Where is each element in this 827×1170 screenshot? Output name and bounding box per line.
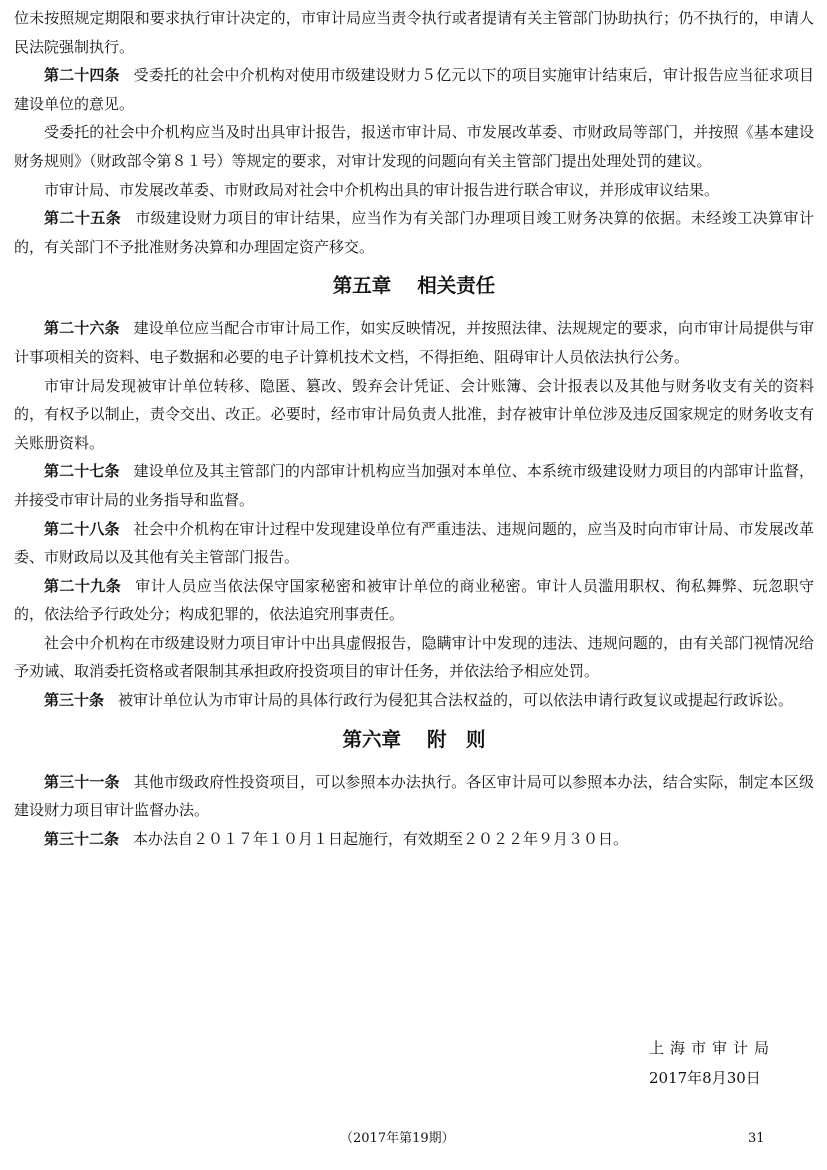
section-chapter5 — [14, 314, 814, 714]
paragraph — [14, 629, 814, 686]
paragraph-text: 市审计局、市发展改革委、市财政局对社会中介机构出具的审计报告进行联合审议，并形成审议结果。 — [44, 180, 720, 199]
paragraph-text: 被审计单位认为市审计局的具体行政行为侵犯其合法权益的，可以依法申请行政复议或提起行政诉讼。 — [118, 691, 794, 710]
chapter-number: 第六章 — [342, 727, 401, 751]
paragraph-text: 社会中介机构在审计过程中发现建设单位有严重违法、违规问题的，应当及时向市审计局、市发展改革委、市财政局以及其他有关主管部门报告。 — [14, 519, 814, 567]
paragraph-text: 建设单位及其主管部门的内部审计机构应当加强对本单位、本系统市级建设财力项目的内部审计监督，并接受市审计局的业务指导和监督。 — [14, 462, 814, 509]
chapter-number: 第五章 — [332, 274, 392, 298]
article-number: 第二十六条 — [44, 319, 120, 338]
paragraph-text: 本办法自２０１７年１０月１日起施行，有效期至２０２２年９月３０日。 — [133, 829, 629, 848]
issue-date: 2017年8月30日 — [648, 1069, 761, 1087]
paragraph — [14, 372, 814, 458]
chapter-title: 附 则 — [427, 727, 486, 751]
article-paragraph — [14, 204, 814, 261]
paragraph-text: 建设单位应当配合市审计局工作，如实反映情况，并按照法律、法规规定的要求，向市审计局提供与审计事项相关的资料、电子数据和必要的电子计算机技术文档，不得拒绝、阻碍审计人员依法执行公务。 — [14, 319, 814, 366]
chapter-heading-5 — [14, 271, 814, 301]
article-paragraph — [14, 825, 814, 854]
signature-block — [649, 1033, 775, 1093]
paragraph-text: 受委托的社会中介机构对使用市级建设财力５亿元以下的项目实施审计结束后，审计报告应当征求项目建设单位的意见。 — [14, 66, 814, 113]
section-chapter6 — [14, 768, 814, 854]
paragraph-text: 社会中介机构在市级建设财力项目审计中出具虚假报告，隐瞒审计中发现的违法、违规问题的，由有关部门视情况给予劝诫、取消委托资格或者限制其承担政府投资项目的审计任务，并依法给予相应处罚。 — [14, 633, 814, 681]
paragraph-text: 市级建设财力项目的审计结果，应当作为有关部门办理项目竣工财务决算的依据。未经竣工决算审计的，有关部门不予批准财务决算和办理固定资产移交。 — [14, 209, 814, 256]
article-number: 第二十八条 — [44, 519, 120, 538]
issuing-authority: 上海市审计局 — [648, 1039, 775, 1057]
paragraph — [14, 4, 814, 61]
article-paragraph — [14, 61, 814, 118]
article-paragraph — [14, 457, 814, 514]
article-paragraph — [14, 768, 814, 825]
paragraph-text: 其他市级政府性投资项目，可以参照本办法执行。各区审计局可以参照本办法，结合实际，制定本区级建设财力项目审计监督办法。 — [14, 772, 814, 820]
article-paragraph — [14, 515, 814, 572]
article-number: 第三十一条 — [44, 772, 120, 791]
article-paragraph — [14, 572, 814, 629]
paragraph-text: 位未按照规定期限和要求执行审计决定的，市审计局应当责令执行或者提请有关主管部门协助执行；仍不执行的，申请人民法院强制执行。 — [14, 9, 814, 56]
footer-issue-number: （2017年第19期） — [340, 1131, 455, 1146]
article-number: 第二十五条 — [44, 209, 122, 228]
paragraph-text: 审计人员应当依法保守国家秘密和被审计单位的商业秘密。审计人员滥用职权、徇私舞弊、玩忽职守的，依法给予行政处分；构成犯罪的，依法追究刑事责任。 — [14, 576, 814, 624]
article-paragraph — [14, 314, 814, 371]
paragraph — [14, 176, 814, 205]
article-number: 第二十四条 — [44, 66, 120, 85]
chapter-heading-6 — [14, 725, 814, 755]
paragraph-text: 市审计局发现被审计单位转移、隐匿、篡改、毁弃会计凭证、会计账簿、会计报表以及其他与财务收支有关的资料的，有权予以制止，责令交出、改正。必要时，经市审计局负责人批准，封存被审计单位涉及违反国家规定的财务收支有关账册资料。 — [14, 376, 814, 452]
article-paragraph — [14, 686, 814, 715]
article-number: 第二十九条 — [44, 576, 122, 595]
paragraph-text: 受委托的社会中介机构应当及时出具审计报告，报送市审计局、市发展改革委、市财政局等部门，并按照《基本建设财务规则》（财政部令第８１号）等规定的要求，对审计发现的问题向有关主管部门提出处理处罚的建议。 — [14, 123, 814, 170]
chapter-title: 相关责任 — [417, 274, 496, 298]
document-body — [14, 4, 814, 853]
article-number: 第三十条 — [44, 691, 105, 710]
article-number: 第三十二条 — [44, 829, 120, 848]
paragraph — [14, 118, 814, 175]
section-chapter4-tail — [14, 4, 814, 261]
article-number: 第二十七条 — [44, 462, 120, 481]
page-number: 31 — [748, 1131, 765, 1146]
